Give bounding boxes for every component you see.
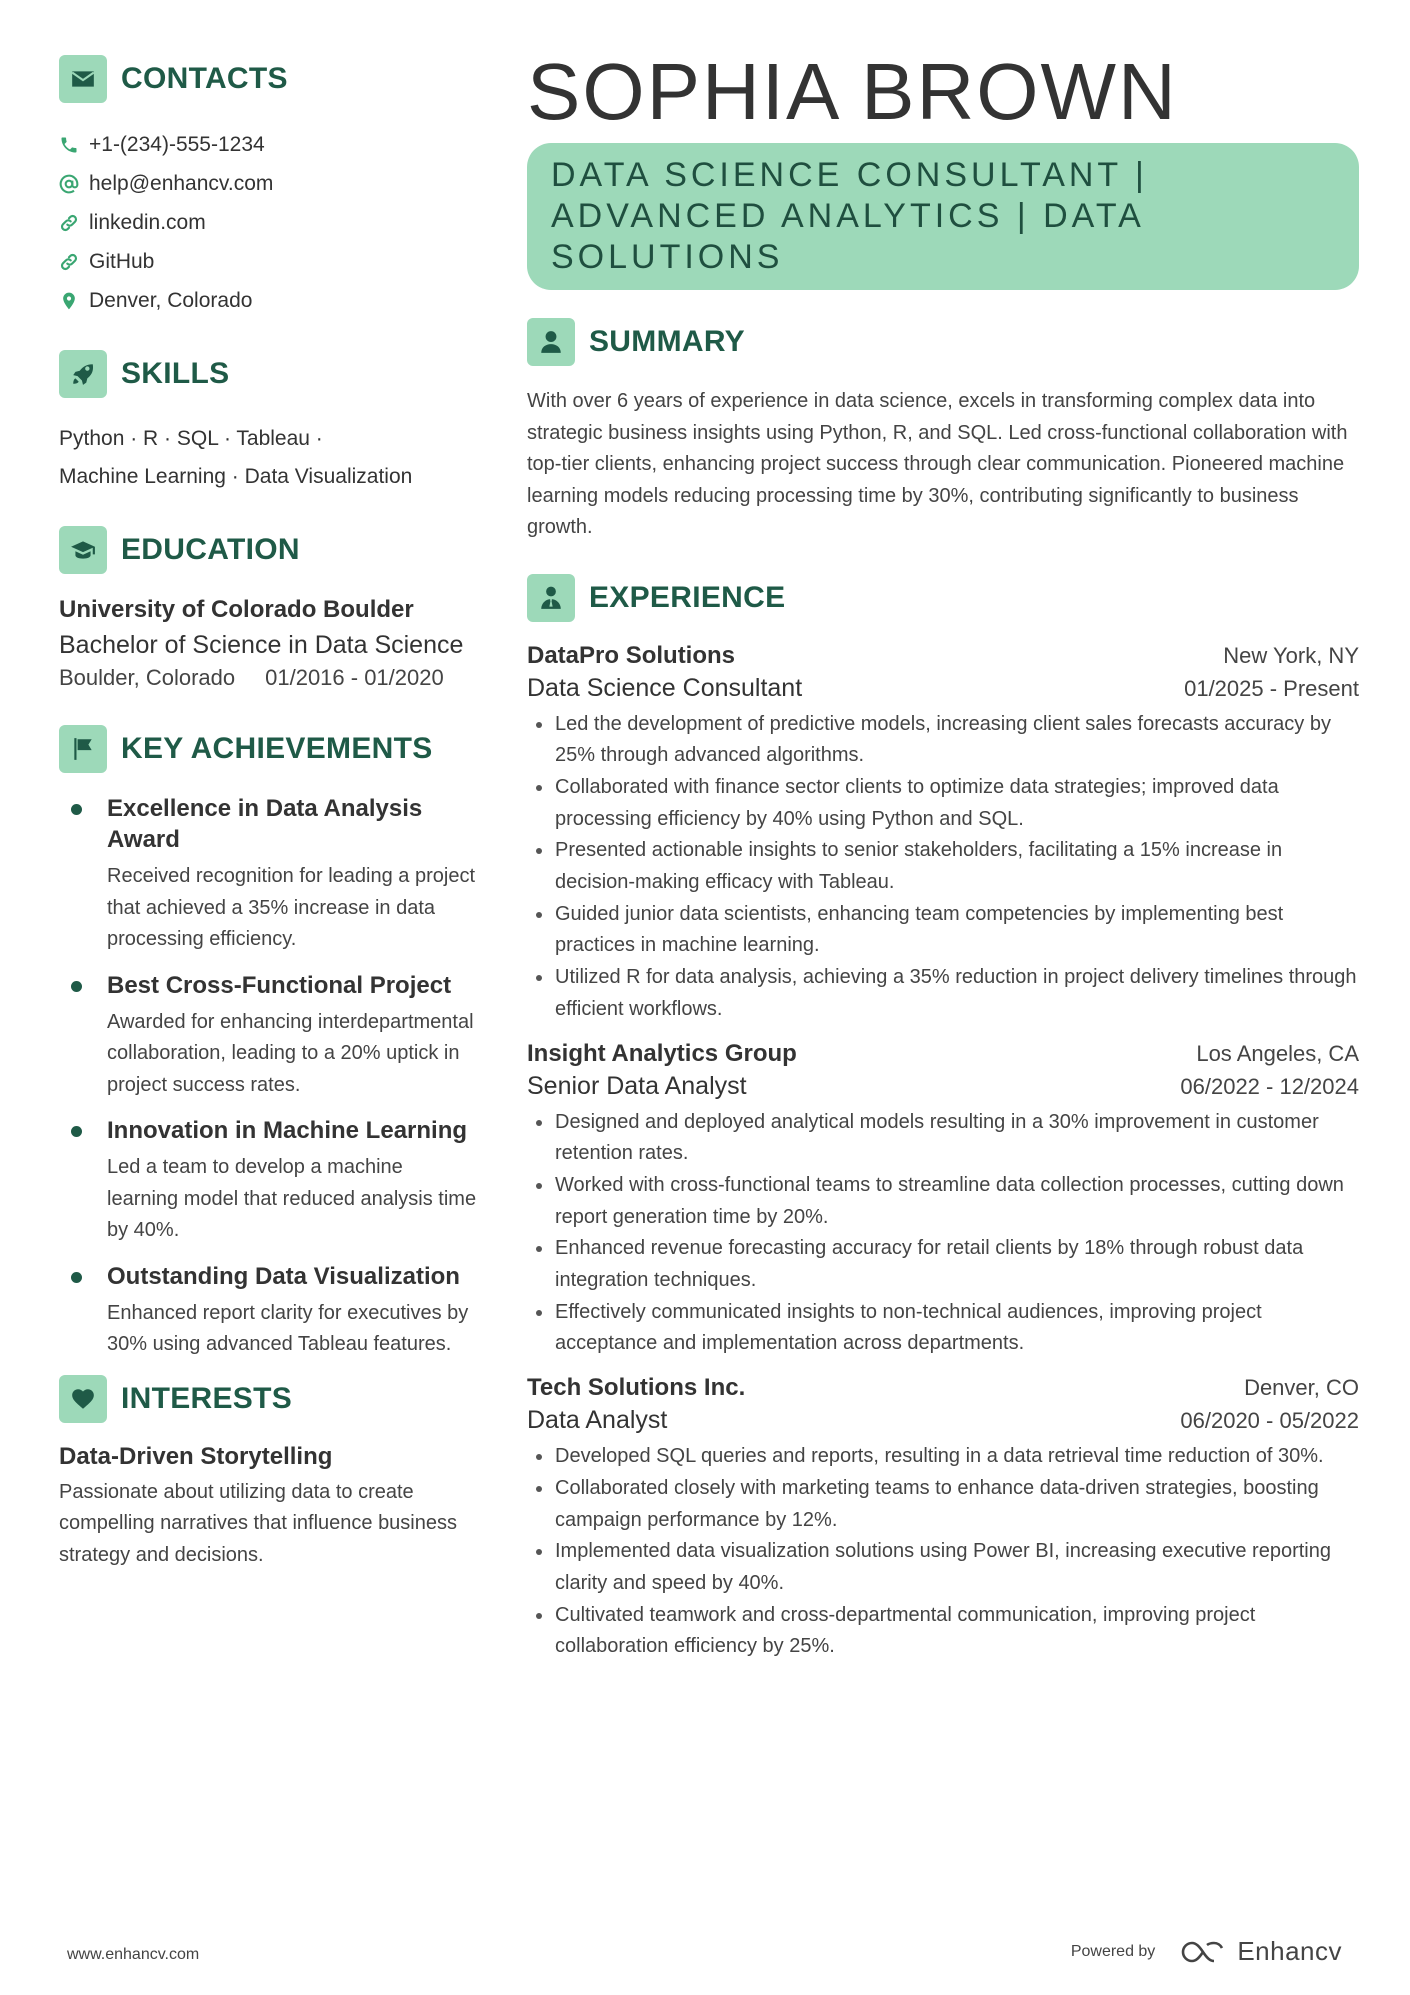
job-company: Insight Analytics Group	[527, 1039, 797, 1067]
contact-text: +1-(234)-555-1234	[89, 132, 265, 156]
job-bullet: Collaborated with finance sector clients to optimize data strategies; improved data processing efficiency by 40% using Python and SQL.	[527, 772, 1359, 835]
contact-github[interactable]	[59, 242, 479, 281]
job-bullet: Developed SQL queries and reports, resulting in a data retrieval time reduction of 30%.	[527, 1441, 1359, 1473]
achievement-item	[59, 970, 479, 1102]
skills-list	[59, 420, 479, 496]
rocket-icon	[59, 350, 107, 398]
bullet-dot	[71, 804, 82, 815]
contact-text: Denver, Colorado	[89, 288, 253, 312]
job-bullet: Presented actionable insights to senior stakeholders, facilitating a 15% increase in decision-making efficacy with Tableau.	[527, 835, 1359, 898]
skills-line: Python · R · SQL · Tableau ·	[59, 427, 323, 450]
job-dates: 06/2020 - 05/2022	[1180, 1408, 1359, 1434]
skills-section	[59, 350, 479, 496]
contact-phone[interactable]	[59, 125, 479, 164]
job-bullets	[527, 709, 1359, 1026]
job-company: Tech Solutions Inc.	[527, 1374, 746, 1402]
job-role-row	[527, 674, 1359, 703]
experience-section	[527, 574, 1359, 1664]
title-banner	[527, 143, 1359, 290]
achievements-list	[59, 793, 479, 1361]
achievements-section	[59, 725, 479, 1361]
flag-icon	[59, 725, 107, 773]
achievement-title: Excellence in Data Analysis Award	[107, 795, 423, 853]
graduation-cap-icon	[59, 526, 107, 574]
job-bullet: Implemented data visualization solutions using Power BI, increasing executive reporting clarity and speed by 40%.	[527, 1536, 1359, 1599]
bullet-dot	[71, 1126, 82, 1137]
education-meta	[59, 665, 479, 691]
job-header-row	[527, 1040, 1359, 1068]
job-bullet: Effectively communicated insights to non-technical audiences, improving project acceptance and implementation across departments.	[527, 1297, 1359, 1360]
link-icon	[59, 252, 79, 272]
bullet-dot	[71, 981, 82, 992]
job-bullet: Collaborated closely with marketing teams to enhance data-driven strategies, boosting campaign performance by 12%.	[527, 1473, 1359, 1536]
education-degree: Bachelor of Science in Data Science	[59, 631, 464, 659]
link-icon	[59, 213, 79, 233]
job-location: New York, NY	[1223, 642, 1359, 668]
job-header-row	[527, 642, 1359, 670]
job-role: Senior Data Analyst	[527, 1071, 747, 1100]
interests-header	[59, 1375, 479, 1423]
interest-desc: Passionate about utilizing data to create compelling narratives that influence business strategy and decisions.	[59, 1480, 457, 1566]
envelope-icon	[59, 55, 107, 103]
experience-header	[527, 574, 1359, 622]
job-role-row	[527, 1072, 1359, 1101]
summary-header	[527, 318, 1359, 366]
achievement-desc: Received recognition for leading a project that achieved a 35% increase in data processing efficiency.	[107, 865, 475, 950]
job-entry	[527, 642, 1359, 1026]
achievement-item	[59, 793, 479, 956]
interest-title: Data-Driven Storytelling	[59, 1442, 333, 1470]
skills-line: Machine Learning · Data Visualization	[59, 465, 413, 488]
interests-section	[59, 1375, 479, 1572]
job-location: Denver, CO	[1244, 1375, 1359, 1401]
enhancv-logo-icon	[1181, 1939, 1229, 1965]
right-column	[527, 45, 1359, 1663]
summary-heading: SUMMARY	[589, 325, 745, 358]
contact-text: help@enhancv.com	[89, 171, 274, 195]
job-role: Data Science Consultant	[527, 673, 803, 702]
achievement-desc: Enhanced report clarity for executives by 30% using advanced Tableau features.	[107, 1301, 469, 1355]
contacts-header	[59, 55, 479, 103]
phone-icon	[59, 135, 79, 155]
interests-heading: INTERESTS	[121, 1381, 293, 1415]
left-column	[59, 55, 479, 1571]
job-bullets	[527, 1441, 1359, 1663]
powered-by-label: Powered by	[1070, 1942, 1156, 1960]
contact-list	[59, 125, 479, 320]
achievement-desc: Awarded for enhancing interdepartmental collaboration, leading to a 20% uptick in project success rates.	[107, 1010, 474, 1096]
bullet-dot	[71, 1272, 82, 1283]
job-bullet: Cultivated teamwork and cross-departmental communication, improving project collaboration efficiency by 25%.	[527, 1600, 1359, 1663]
summary-section	[527, 318, 1359, 544]
skills-header	[59, 350, 479, 398]
experience-heading: EXPERIENCE	[589, 580, 786, 614]
job-company: DataPro Solutions	[527, 641, 736, 669]
achievement-title: Outstanding Data Visualization	[107, 1262, 460, 1290]
contacts-heading: CONTACTS	[121, 62, 288, 95]
education-heading: EDUCATION	[121, 533, 300, 566]
job-entry	[527, 1040, 1359, 1361]
job-bullet: Utilized R for data analysis, achieving a 35% reduction in project delivery timelines through efficient workflows.	[527, 962, 1359, 1025]
achievement-item	[59, 1115, 479, 1247]
education-section	[59, 526, 479, 691]
contact-text: linkedin.com	[89, 210, 206, 234]
education-school: University of Colorado Boulder	[59, 596, 414, 623]
summary-text: With over 6 years of experience in data science, excels in transforming complex data into strategic business insights using Python, R, and SQL. Led cross-functional collaboration with top-tier clients, enhancing project success through clear communication. Pioneered machine learning models reducing processing time by 30%, contributing significantly to business growth.	[527, 390, 1348, 538]
job-bullet: Led the development of predictive models, increasing client sales forecasts accuracy by 25% through advanced algorithms.	[527, 709, 1359, 772]
achievement-title: Best Cross-Functional Project	[107, 971, 452, 999]
skills-heading: SKILLS	[121, 357, 230, 390]
candidate-title: DATA SCIENCE CONSULTANT | ADVANCED ANALYTICS | DATA SOLUTIONS	[551, 156, 1148, 276]
contact-text: GitHub	[89, 249, 155, 273]
job-entry	[527, 1374, 1359, 1663]
education-header	[59, 526, 479, 574]
footer-branding[interactable]	[1071, 1936, 1342, 1967]
achievement-title: Innovation in Machine Learning	[107, 1117, 468, 1144]
briefcase-person-icon	[527, 574, 575, 622]
education-dates: 01/2016 - 01/2020	[265, 665, 444, 690]
job-location: Los Angeles, CA	[1196, 1040, 1359, 1066]
job-bullet: Worked with cross-functional teams to streamline data collection processes, cutting down report generation time by 20%.	[527, 1170, 1359, 1233]
job-bullet: Guided junior data scientists, enhancing team competencies by implementing best practices in machine learning.	[527, 899, 1359, 962]
achievements-header	[59, 725, 479, 773]
contact-email[interactable]	[59, 164, 479, 203]
achievement-desc: Led a team to develop a machine learning model that reduced analysis time by 40%.	[107, 1156, 477, 1241]
job-bullet: Designed and deployed analytical models resulting in a 30% improvement in customer retention rates.	[527, 1107, 1359, 1170]
location-pin-icon	[59, 291, 79, 311]
job-bullet: Enhanced revenue forecasting accuracy for retail clients by 18% through robust data integration techniques.	[527, 1233, 1359, 1296]
job-dates: 01/2025 - Present	[1184, 675, 1359, 701]
heart-icon	[59, 1375, 107, 1423]
contact-linkedin[interactable]	[59, 203, 479, 242]
job-bullets	[527, 1107, 1359, 1361]
enhancv-brand: Enhancv	[1237, 1936, 1342, 1966]
job-dates: 06/2022 - 12/2024	[1180, 1073, 1359, 1099]
contact-location	[59, 281, 479, 320]
person-icon	[527, 318, 575, 366]
at-icon	[59, 174, 79, 194]
contacts-section	[59, 55, 479, 320]
candidate-name: SOPHIA BROWN	[527, 47, 1178, 136]
education-location: Boulder, Colorado	[59, 665, 236, 690]
job-header-row	[527, 1374, 1359, 1402]
achievements-heading: KEY ACHIEVEMENTS	[121, 732, 433, 765]
achievement-item	[59, 1261, 479, 1361]
footer-website[interactable]: www.enhancv.com	[67, 1946, 200, 1963]
job-role-row	[527, 1406, 1359, 1435]
job-role: Data Analyst	[527, 1406, 668, 1435]
